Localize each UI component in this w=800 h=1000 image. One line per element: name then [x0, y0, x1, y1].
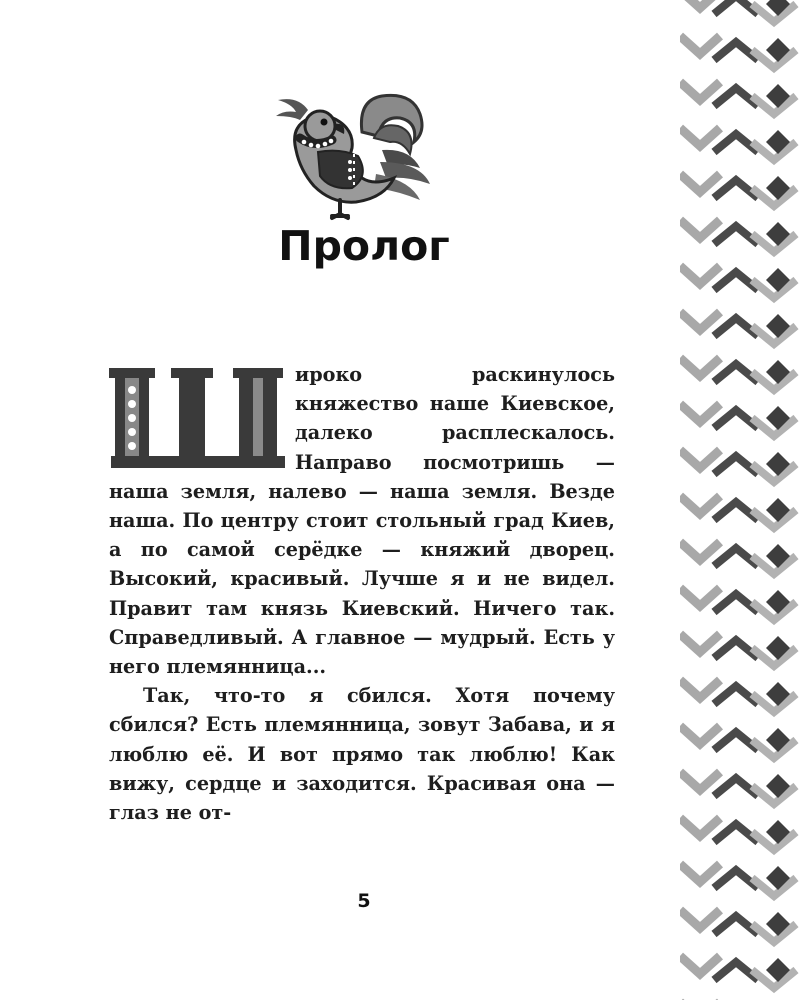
chapter-title: Пролог [278, 222, 450, 270]
paragraph [109, 681, 615, 827]
drop-cap [109, 364, 289, 472]
folk-zigzag-border [680, 0, 800, 1000]
paragraph [109, 360, 615, 681]
page-number: 5 [357, 890, 371, 912]
chapter-text [109, 360, 615, 827]
paragraph-text: ироко раскинулось княжество наше Киевское, далеко расплескалось. Направо посмотришь — наша земля, налево — наша земля. Везде наша. По центру стоит стольный град Киев, а по самой серёдке — княжий дворец. Высокий, красивый. Лучше я и не видел. Правит там князь Киевский. Ничего так. Справедливый. А главное — мудрый. Есть у него племянница... [109, 363, 615, 679]
firebird-ornament-icon [270, 92, 450, 222]
paragraph-text: Так, что-то я сбился. Хотя почему сбился? Есть племянница, зовут Забава, и я люблю её. И вот прямо так люблю! Как вижу, сердце и заходится. Красивая она — глаз не от- [109, 684, 615, 825]
